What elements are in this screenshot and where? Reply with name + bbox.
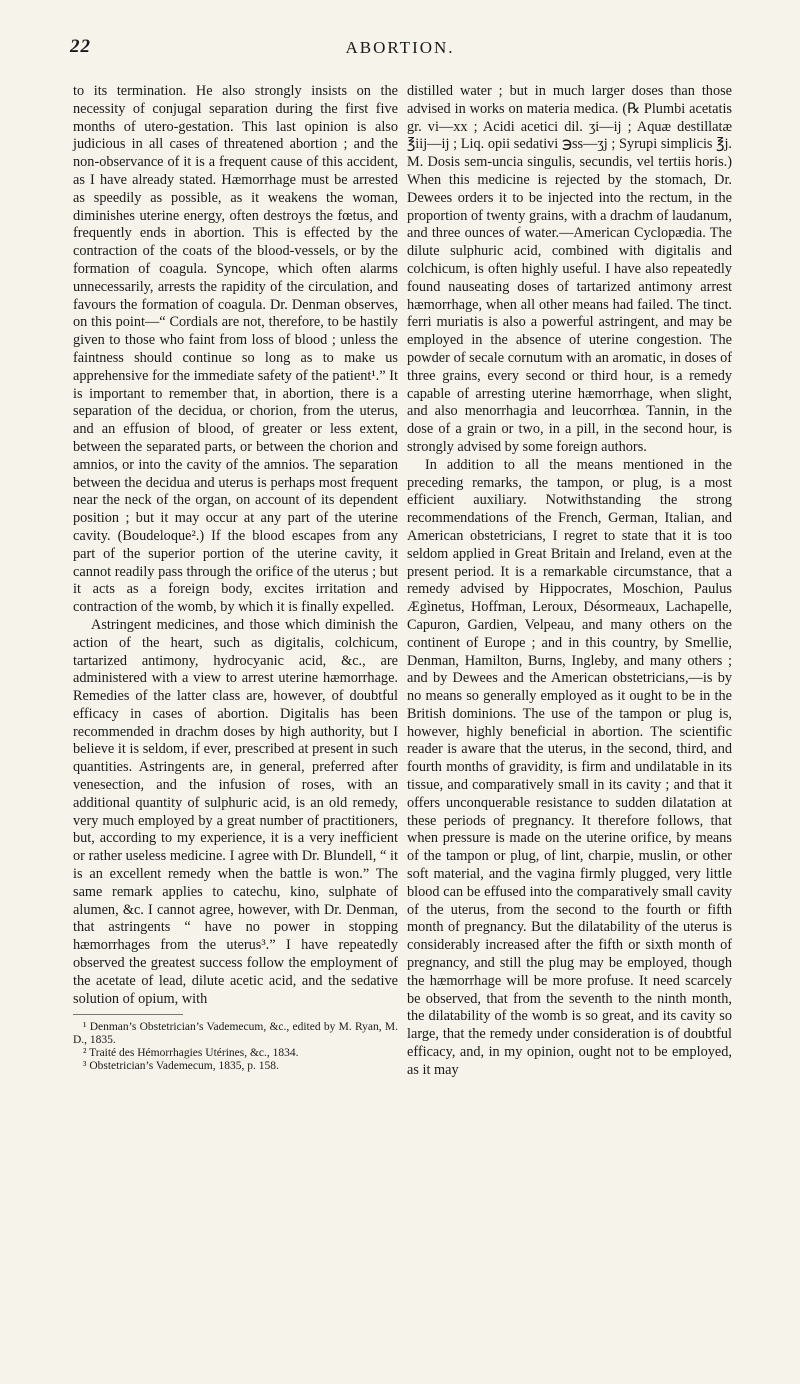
- footnote-2: ² Traité des Hémorrhagies Utérines, &c., 1834.: [83, 1047, 299, 1060]
- page-header: [70, 36, 730, 64]
- left-column: [73, 83, 398, 1073]
- page-number: 22: [70, 36, 91, 57]
- footnote-3: ³ Obstetrician’s Vademecum, 1835, p. 158.: [83, 1060, 279, 1073]
- right-column: [407, 83, 732, 1080]
- left-paragraph-2: Astringent medicines, and those which diminish the action of the heart, such as digitalis, colchicum, tartarized antimony, hydrocyanic acid, &c., are administered with a view to arrest uterine hæmorrhage. Remedies of the latter class are, however, of doubtful efficacy in cases of abortion. Digitalis has been recommended in drachm doses by high authority, but I believe it is seldom, if ever, prescribed at present in such quantities. Astringents are, in general, preferred after venesection, and the infusion of roses, with an additional quantity of sulphuric acid, is an old remedy, very much employed by a great number of practitioners, but, according to my experience, it is a very inefficient or rather useless medicine. I agree with Dr. Blundell, “ it is an excellent remedy when the battle is won.” The same remark applies to catechu, kino, sulphate of alumen, &c. I cannot agree, however, with Dr. Denman, that astringents “ have no power in stopping hæmorrhages from the uterus³.” I have repeatedly observed the greatest success follow the employment of the acetate of lead, dilute acetic acid, and the sedative solution of opium, with: [73, 616, 398, 1007]
- footnote-1: ¹ Denman’s Obstetrician’s Vademecum, &c., edited by M. Ryan, M. D., 1835.: [73, 1021, 398, 1047]
- right-paragraph-2: In addition to all the means mentioned in the preceding remarks, the tampon, or plug, is a most efficient auxiliary. Notwithstanding the strong recommendations of the French, German, Italian, and American obstetricians, I regret to state that it is too seldom applied in Great Britain and Ireland, even at the present period. It is a remarkable circumstance, that a remedy advised by Hippocrates, Moschion, Paulus Ægìnetus, Hoffman, Leroux, Désormeaux, Lachapelle, Capuron, Gardien, Velpeau, and many others on the continent of Europe ; and in this country, by Smellie, Denman, Hamilton, Burns, Ingleby, and many others ; and by Dewees and the American obstetricians,—is by no means so generally employed as it ought to be in the British dominions. The use of the tampon or plug is, however, highly beneficial in abortion. The scientific reader is aware that the uterus, in the second, third, and fourth months of gravidity, is firm and undilatable in its tissue, and comparatively small in its cavity ; and that it offers unconquerable resistance to sudden dilatation at these periods of pregnancy. It therefore follows, that when pressure is made on the uterine orifice, by means of the tampon or plug, of lint, charpie, muslin, or other soft material, and the vagina firmly plugged, very little blood can be effused into the comparatively small cavity of the uterus, from the second to the fourth or fifth month of pregnancy. But the dilatability of the uterus is considerably increased after the fifth or sixth month of pregnancy, and still the plug may be employed, though the hæmorrhage will be more profuse. It need scarcely be observed, that from the seventh to the ninth month, the dilatability of the womb is so great, and its cavity so large, that the remedy under consideration is of doubtful efficacy, and, in my opinion, ought not to be employed, as it may: [407, 456, 732, 1078]
- left-paragraph-1: to its termination. He also strongly insists on the necessity of conjugal separation during the first five months of utero-gestation. This last opinion is also judicious in all cases of threatened abortion ; and the non-observance of it is a frequent cause of this accident, as I have already stated. Hæmorrhage must be arrested as speedily as possible, as it weakens the woman, diminishes uterine energy, often destroys the fœtus, and frequently ends in abortion. This is effected by the contraction of the coats of the blood-vessels, or by the formation of coagula. Syncope, which often alarms unnecessarily, arrests the rapidity of the circulation, and favours the formation of coagula. Dr. Denman observes, on this point—“ Cordials are not, therefore, to be hastily given to those who faint from loss of blood ; unless the faintness should continue so long as to make us apprehensive for the immediate safety of the patient¹.” It is important to remember that, in abortion, there is a separation of the decidua, or chorion, from the uterus, and an effusion of blood, of greater or less extent, between the separated parts, or between the chorion and amnios, or into the cavity of the amnios. The separation between the decidua and uterus is perhaps most frequent near the neck of the organ, on account of its dependent position ; but it may occur at any part of the uterine cavity. (Boudeloque².) If the blood escapes from any part of the superior portion of the uterine cavity, it cannot readily pass through the orifice of the uterus ; but it acts as a foreign body, excites irritation and contraction of the womb, by which it is finally expelled.: [73, 83, 398, 616]
- running-title: ABORTION.: [345, 38, 455, 57]
- right-paragraph-1: distilled water ; but in much larger doses than those advised in works on materia medica. (℞ Plumbi acetatis gr. vi—xx ; Acidi acetici dil. ʒi—ij ; Aquæ destillatæ ℥iij—ij ; Liq. opii sedativi ℈ss—ʒj ; Syrupi simplicis ℥j. M. Dosis sem-uncia singulis, secundis, vel tertiis horis.) When this medicine is rejected by the stomach, Dr. Dewees orders it to be injected into the rectum, in the proportion of twenty grains, with a drachm of laudanum, and three ounces of water.—American Cyclopædia. The dilute sulphuric acid, combined with digitalis and colchicum, is often highly useful. I have also repeatedly found nauseating doses of tartarized antimony arrest hæmorrhage, when all other means had failed. The tinct. ferri muriatis is also a powerful astringent, and may be employed in the absence of uterine congestion. The powder of secale cornutum with an aromatic, in doses of three grains, every second or third hour, is a remedy capable of arresting uterine hæmorrhage, when slight, and also menorrhagia and leucorrhœa. Tannin, in the dose of a grain or two, in a pill, in the second hour, is strongly advised by some foreign authors.: [407, 83, 732, 455]
- footnotes: [73, 1021, 398, 1073]
- footnote-rule: [73, 1014, 183, 1015]
